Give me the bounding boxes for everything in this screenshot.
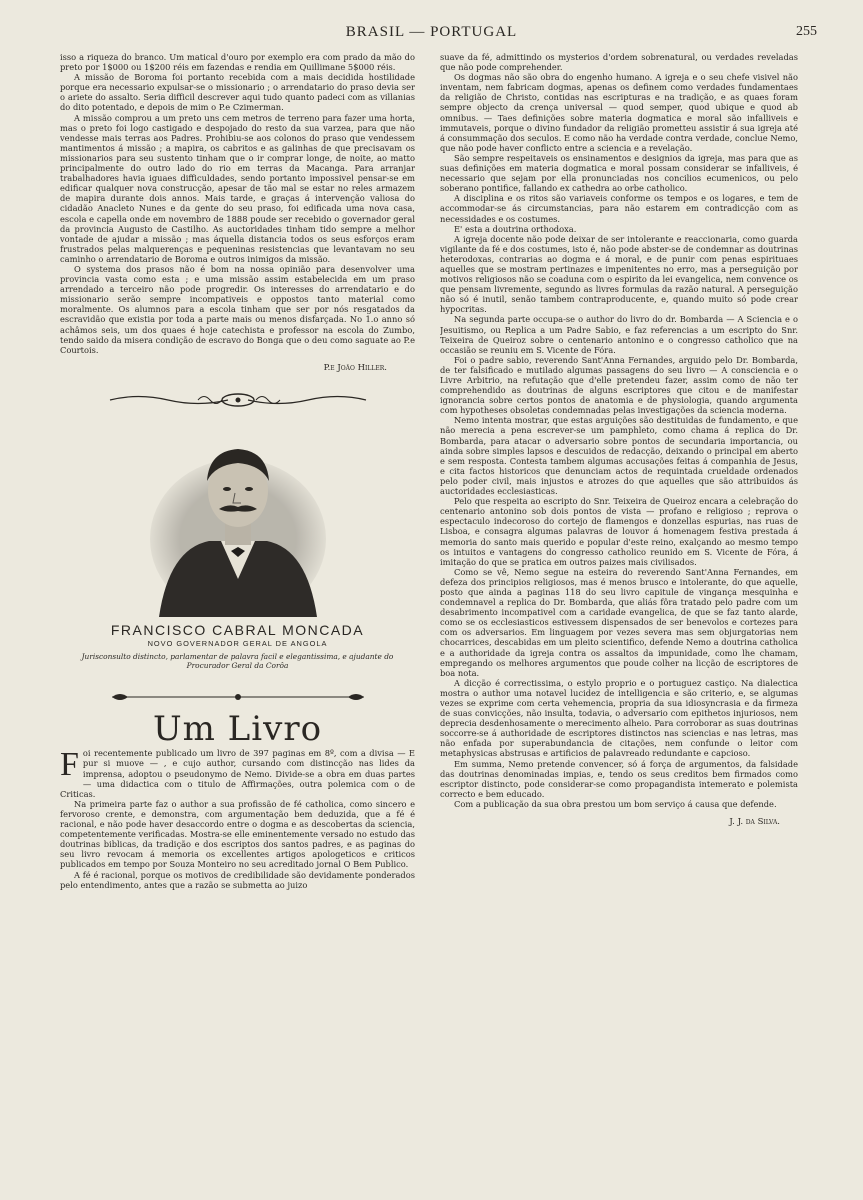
article-title: Um Livro bbox=[152, 709, 323, 750]
portrait-engraving-icon bbox=[149, 429, 327, 617]
article-paragraph: Os dogmas não são obra do engenho humano. A igreja e o seu chefe visivel não inventam, nem fabricam dogmas, apenas os definem como verdades fundamentaes da religião de Christo, contidas nas escripturas e na tradição, e as quaes foram sempre objecto da crença universal — quod semper, quod ubique e quod ab omnibus. — Taes definições sobre materia dogmatica e moral são infalliveis e immutaveis, porque o divino fundador da religião prometteu assistir á sua igreja até á consummação dos seculos. E como não ha verdade contra verdade, conclue Nemo, que não pode haver conflicto entre a sciencia e a revelação. bbox=[440, 72, 798, 153]
article-paragraph: Nemo intenta mostrar, que estas arguições são destituidas de fundamento, e que não merecia a pena escrever-se um pamphleto, como chama á replica do Dr. Bombarda, para atacar o adversario sobre pontos de secundaria importancia, ou ainda sobre simples lapsos e descuidos de redacção, deixando o principal em aberto e sem resposta. Contesta tambem algumas accusações feitas á companhia de Jesus, e cita factos historicos que denunciam actos de requintada crueldade ordenados pelo poder civil, mais injustos e atrozes do que aquelles que são attribuidos ás auctoridades ecclesiasticas. bbox=[440, 415, 798, 497]
article-paragraph: E' esta a doutrina orthodoxa. bbox=[454, 223, 577, 234]
article-first-paragraph-text: oi recentemente publicado um livro de 397 paginas em 8º, com a divisa — E pur si muove — , e cujo author, cursando com distincção nas lides da imprensa, adoptou o pseudonymo de Nemo. Divide-se a obra em duas partes — uma didactica com o titulo de Affirmações, outra polemica com o de Criticas. bbox=[60, 748, 415, 799]
drop-cap: F bbox=[60, 746, 79, 784]
ornament-divider bbox=[60, 391, 415, 411]
page-number: 255 bbox=[796, 24, 817, 39]
article-paragraph: suave da fé, admittindo os mysterios d'ordem sobrenatural, ou verdades reveladas que não pode comprehender. bbox=[440, 52, 798, 73]
article-paragraph: Na segunda parte occupa-se o author do livro do dr. Bombarda — A Sciencia e o Jesuitismo, ou Replica a um Padre Sabio, e faz referencias a um escripto do Snr. Teixeira de Queiroz sobre o centenario antonino e o congresso catholico que na occasião se reuniu em S. Vicente de Fóra. bbox=[440, 314, 798, 355]
left-paragraph: A missão comprou a um preto uns cem metros de terreno para fazer uma horta, mas o preto foi logo castigado e despojado do resto da sua varzea, para que não vendesse mais terras aos Padres. Prohibiu-se aos colonos do praso que vendessem mantimentos á missão ; a mapira, os cabritos e as galinhas de que precisavam os missionarios para seu sustento tinham que o ir comprar longe, de noite, ao matto principalmente do outro lado do rio em terras da Macanga. Para arranjar trabalhadores havia iguaes difficuldades, sendo portanto impossivel pensar-se em edificar qualquer nova construcção, apesar de tão mal se estar no reles armazem de mapira durante dois annos. Mais tarde, e graças á intervenção valiosa do cidadão Anacleto Nunes e da gente do seu praso, foi edificada uma nova casa, escola e capella onde em novembro de 1888 poude ser recebido o governador geral da provincia Augusto de Castilho. As auctoridades tinham tido sempre a melhor vontade de ajudar a missão ; mas áquella distancia todos os seus esforços eram frustrados pelas malquerenças e pequeninas resistencias que levantavam no seu caminho o arrendatario de Boroma e outros inimigos da missão. bbox=[60, 112, 415, 264]
left-paragraph: O systema dos prasos não é bom na nossa opinião para desenvolver uma provincia vasta como esta ; e uma missão assim estabelecida em um praso arrendado a terceiro não pode progredir. Os interesses do arrendatario e do missionario serão sempre incompativeis e oppostos tanto material como moralmente. Os alumnos para a escola tinham que ser por nós resgatados da escravidão que existia por toda a parte mais ou menos disfarçada. No 1.o anno só achâmos seis, um dos quaes é hoje catechista e professor na escola do Zumbo, tendo saido da misera condição de escravo do Bonga que o deu como saguate ao P.e Courtois. bbox=[60, 263, 415, 355]
left-paragraph: A missão de Boroma foi portanto recebida com a mais decidida hostilidade porque era necessario expulsar-se o missionario ; o arrendatario do praso devia ser o ariete do assalto. Seria difficil descrever aqui tudo quanto padeci com as villanias do dito potentado, e depois de mim o P.e Czimerman. bbox=[60, 72, 415, 113]
article-paragraph: Na primeira parte faz o author a sua profissão de fé catholica, como sincero e fervoroso crente, e demonstra, com argumentação bem deduzida, que a fé é racional, e não pode haver desaccordo entre o dogma e as descobertas da sciencia, competentemente verificadas. Mostra-se elle eminentemente versado no estudo das doutrinas biblicas, da tradição e dos escriptos dos santos padres, e as paginas do seu livro revocam á memoria os excellentes artigos apologeticos e criticos publicados em tempo por Souza Monteiro no seu acreditado jornal O Bem Publico. bbox=[60, 798, 415, 870]
left-column bbox=[60, 52, 415, 1157]
portrait-caption-role: NOVO GOVERNADOR GERAL DE ANGOLA bbox=[147, 639, 328, 649]
portrait-caption-name: FRANCISCO CABRAL MONCADA bbox=[110, 622, 365, 638]
article-paragraph: Pelo que respeita ao escripto do Snr. Teixeira de Queiroz encara a celebração do centenario antonino sob dois pontos de vista — profano e religioso ; reprova o espectaculo indecoroso do cortejo de flamengos e donzellas espurias, nas ruas de Lisboa, e consagra algumas palavras de louvor á homenagem festiva prestada á memoria do santo mais querido e popular d'este reino, exalçando ao mesmo tempo os intuitos e vantagens do congresso catholico reunido em S. Vicente de Fóra, á imitação do que se pratica em outros paizes mais civilisados. bbox=[440, 496, 798, 567]
running-title: BRASIL — PORTUGAL bbox=[345, 24, 518, 40]
article-paragraph: A fé é racional, porque os motivos de credibilidade são devidamente ponderados pelo entendimento, antes que a razão se submetta ao juizo bbox=[60, 869, 415, 890]
portrait-image bbox=[149, 429, 327, 617]
author-signature: P.e João Hiller. bbox=[323, 362, 387, 373]
article-paragraph: Em summa, Nemo pretende convencer, só á força de argumentos, da falsidade das doutrinas denominadas impias, e, tendo os seus creditos bem firmados como escriptor distincto, pode considerar-se como propagandista intemerato e polemista correcto e bem educado. bbox=[440, 758, 798, 799]
article-paragraph: A disciplina e os ritos são variaveis conforme os tempos e os logares, e tem de accommodar-se ás circumstancias, para não estarem em contradicção com as necessidades e os costumes. bbox=[440, 193, 798, 224]
author-signature: J. J. da Silva. bbox=[729, 817, 780, 828]
portrait-caption-description: Jurisconsulto distincto, parlamentar de palavra facil e elegantissima, e ajudante do Procurador Geral da Corôa bbox=[81, 652, 394, 671]
article-paragraph: Com a publicação da sua obra prestou um bom serviço á causa que defende. bbox=[454, 798, 777, 809]
article-paragraph: A dicção é correctissima, o estylo proprio e o portuguez castiço. Na dialectica mostra o author uma notavel lucidez de intelligencia e são criterio, e, se algumas vezes se exprime com certa vehemencia, propria da sua idiosyncrasia e da firmeza de suas convicções, não insulta, todavia, o adversario com epithetos injuriosos, nem deprecia desdenhosamente o merecimento alheio. Para corroborar as suas doutrinas soccorre-se á authoridade de escriptores distinctos nas sciencias e nas letras, mas não enfada por superabundancia de citações, nem confunde o leitor com metaphysicas abstrusas e artificios de palavreado redundante e capcioso. bbox=[440, 677, 798, 759]
ornament-line-icon bbox=[108, 690, 368, 704]
article-paragraph: Foi o padre sabio, reverendo Sant'Anna Fernandes, arguido pelo Dr. Bombarda, de ter falsificado e mutilado algumas passagens do seu livro — A consciencia e o Livre Arbitrio, na refutação que d'elle pretendeu fazer, assim como de não ter comprehendido as doutrinas de alguns escriptores que citou e de manifestar ignorancia sobre certos pontos de anatomia e de physiologia, quando argumenta com hypotheses obsoletas condemnadas pelas investigações da sciencia moderna. bbox=[440, 354, 798, 416]
article-paragraph: São sempre respeitaveis os ensinamentos e designios da igreja, mas para que as suas definições em materia dogmatica e moral possam considerar se infalliveis, é necessario que sejam por ella pronunciadas nos concilios ecumenicos, ou pelo soberano pontifice, fallando ex cathedra ao orbe catholico. bbox=[440, 152, 798, 194]
ornament-divider bbox=[60, 690, 415, 706]
left-paragraph: isso a riqueza do branco. Um matical d'ouro por exemplo era com prado da mão do preto por 1$000 ou 1$200 réis em fazendas e rendia em Quillimane 5$000 réis. bbox=[60, 52, 415, 73]
right-column bbox=[440, 52, 798, 1132]
ornament-flourish-icon bbox=[108, 391, 368, 409]
article-first-paragraph bbox=[60, 748, 415, 798]
article-paragraph: Como se vê, Nemo segue na esteira do reverendo Sant'Anna Fernandes, em defeza dos principios religiosos, mas é menos brusco e intolerante, do que aquelle, posto que ainda a paginas 118 do seu livro capitule de vingança mesquinha e condemnavel a replica do Dr. Bombarda, que aliás fôra tratado pelo padre com um desabrimento incompativel com a caridade evangelica, de que se faz tanto alarde, como se os ecclesiasticos estivessem dispensados de ser benevolos e cortezes para com os adversarios. Em linguagem por vezes severa mas sem objurgatorias nem chocarrices, descabidas em um pleito scientifico, defende Nemo a doutrina catholica e a authoridade da igreja contra os assaltos da impunidade, como lhe chamam, empregando os melhores argumentos que poude colher na licção de escriptores de boa nota. bbox=[440, 566, 798, 678]
article-paragraph: A igreja docente não pode deixar de ser intolerante e reaccionaria, como guarda vigilante da fé e dos costumes, isto é, não pode abster-se de condemnar as doutrinas heterodoxas, contrarias ao dogma e á moral, e de punir com penas espirituaes aquelles que se mostram pertinazes e impenitentes no erro, mas a perseguição por motivos religiosos não se coaduna com o espirito da lei evangelica, nem convence os que pensam livremente, segundo as livres formulas da razão natural. A perseguição não só é inutil, senão tambem contraproducente, e, quando muito só pode crear hypocritas. bbox=[440, 233, 798, 315]
page-header bbox=[0, 24, 863, 44]
